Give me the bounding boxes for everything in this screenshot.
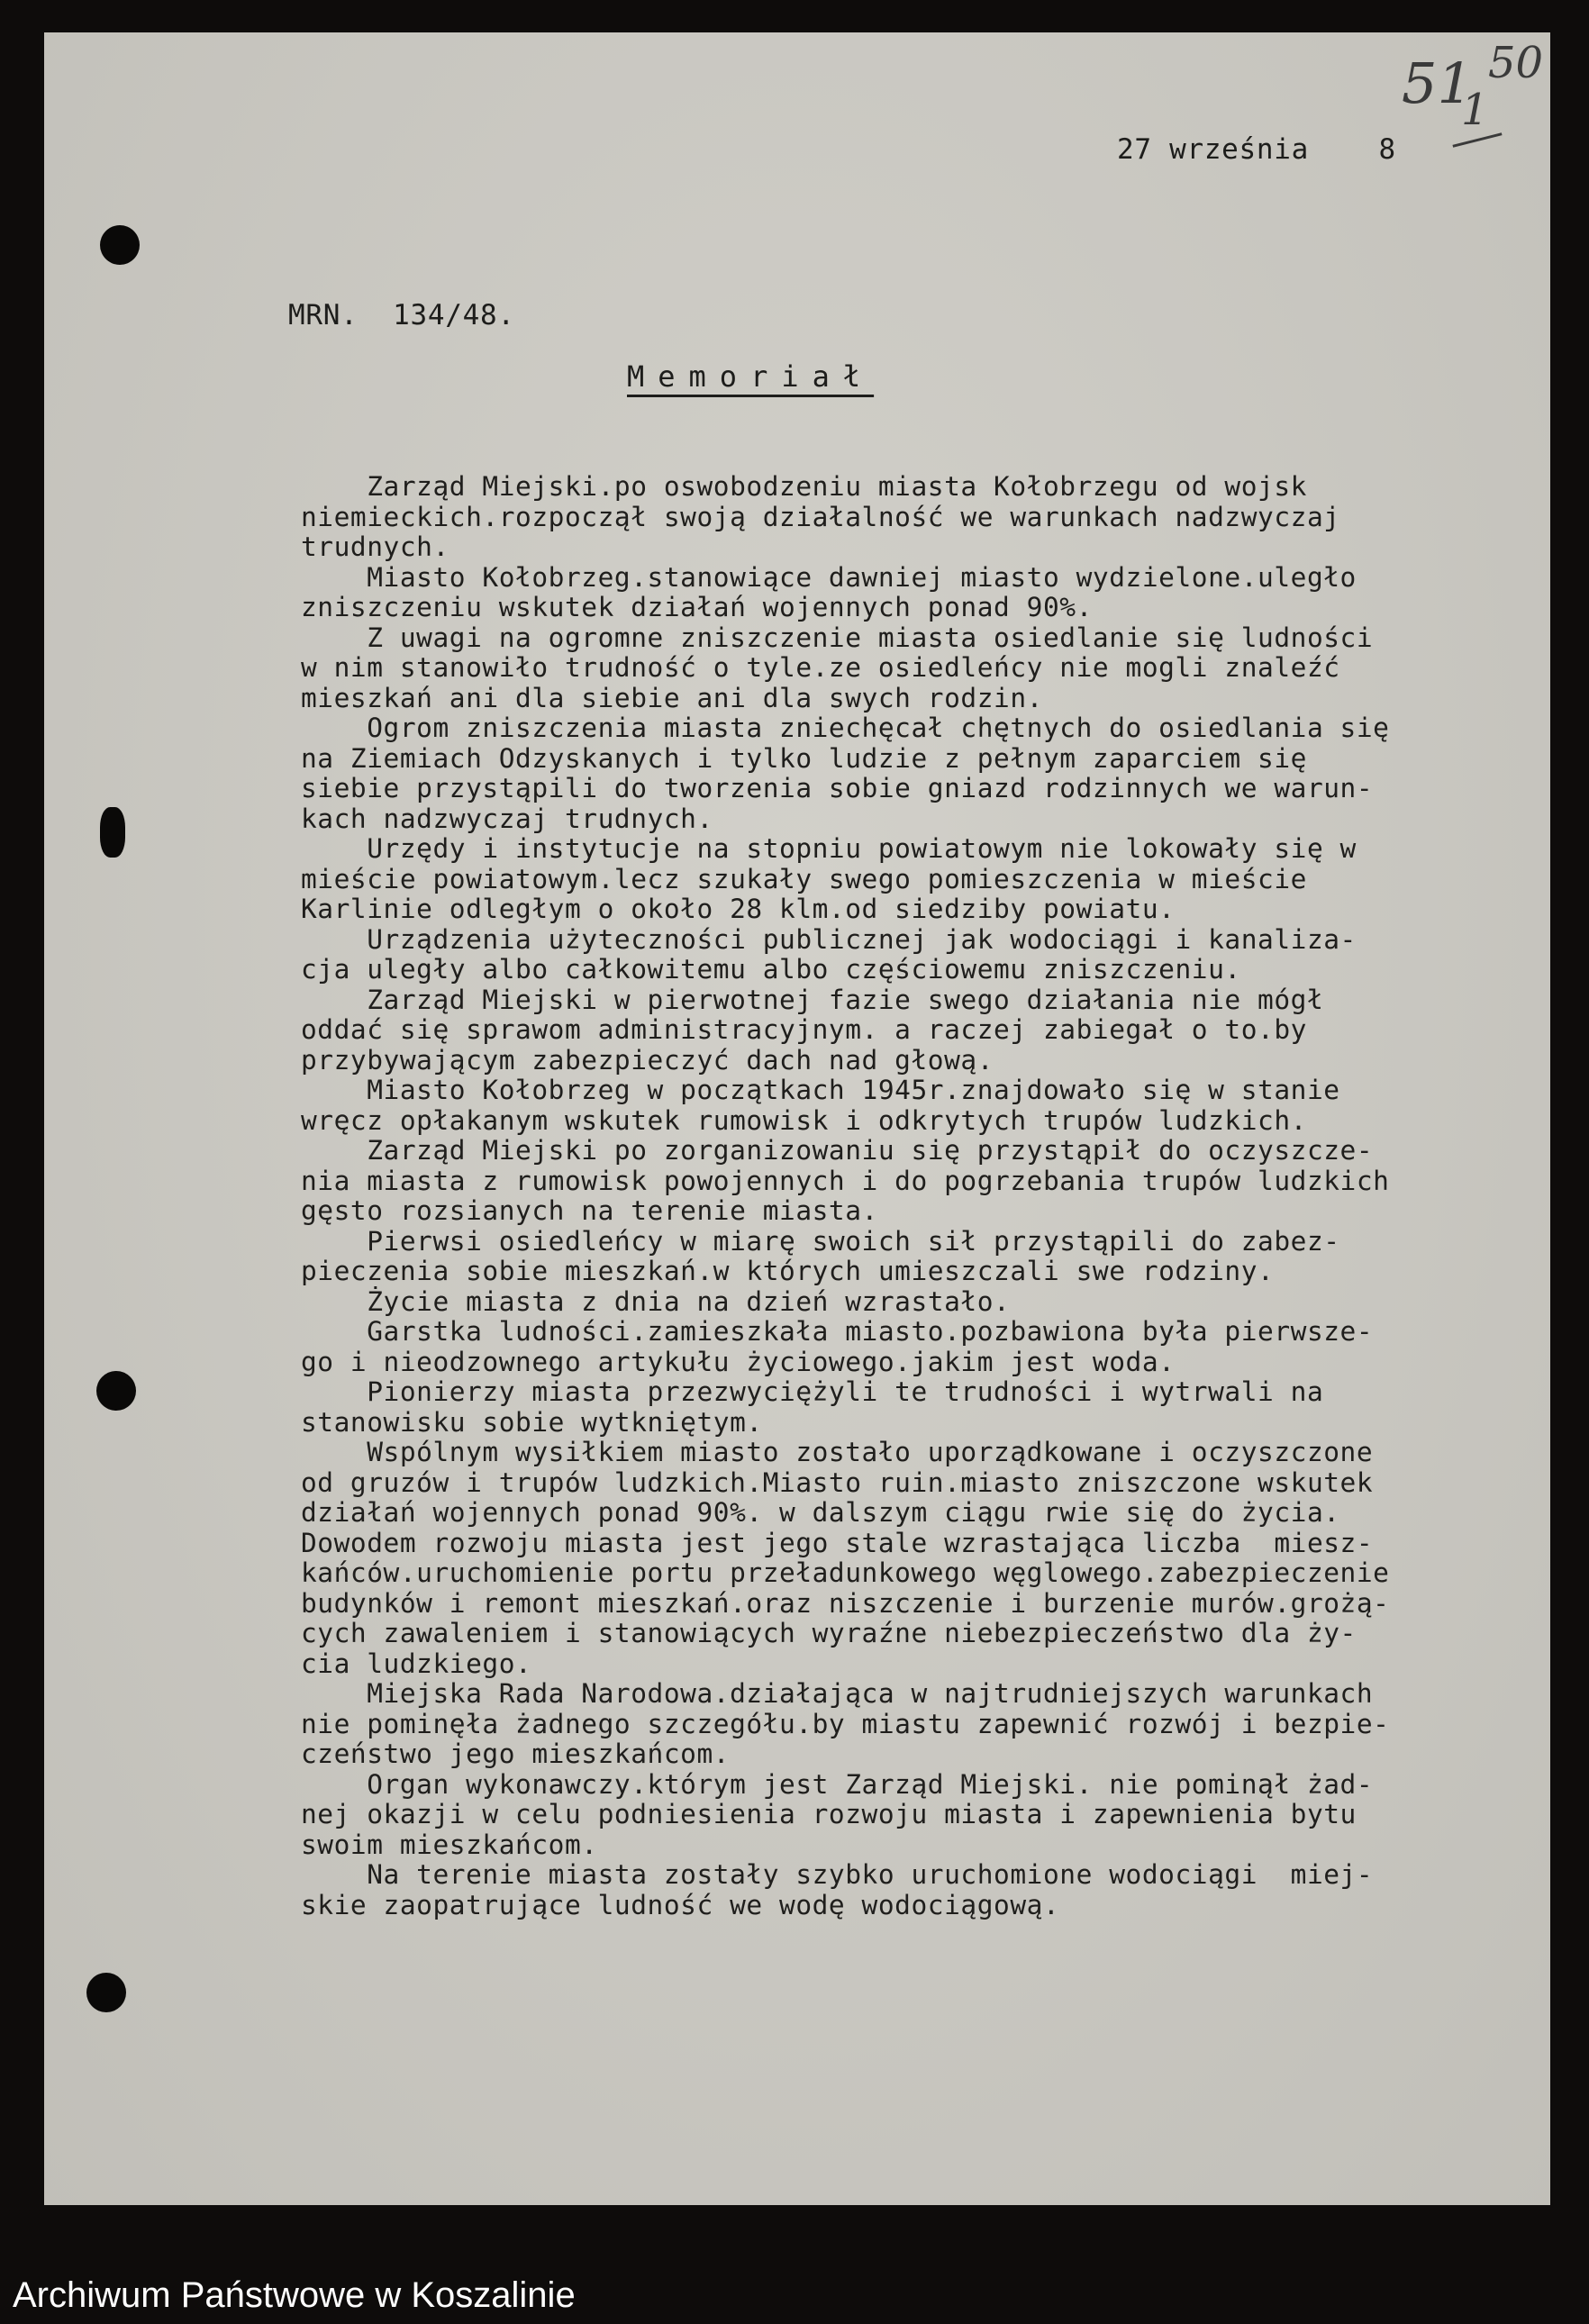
body-line: Ogrom zniszczenia miasta zniechęcał chętnych do osiedlania się: [301, 713, 1390, 743]
body-line: gęsto rozsianych na terenie miasta.: [301, 1195, 878, 1226]
body-line: mieszkań ani dla siebie ani dla swych rodzin.: [301, 682, 1043, 713]
body-line: skie zaopatrujące ludność we wodę wodociągową.: [301, 1889, 1060, 1920]
folio-number: 51: [1402, 50, 1473, 116]
document-title: Memoriał: [627, 359, 875, 394]
body-line: oddać się sprawom administracyjnym. a raczej zabiegał o to.by: [301, 1014, 1307, 1045]
body-line: budynków i remont mieszkań.oraz niszczenie i burzenie murów.grożą-: [301, 1587, 1390, 1619]
punch-hole-icon: [100, 807, 125, 858]
body-line: Zarząd Miejski po zorganizowaniu się przystąpił do oczyszcze-: [301, 1135, 1374, 1166]
folio-sub-number: 50: [1488, 38, 1544, 88]
body-line: kańców.uruchomienie portu przeładunkowego węglowego.zabezpieczenie: [301, 1557, 1390, 1588]
body-line: Miasto Kołobrzeg.stanowiące dawniej miasto wydzielone.uległo: [301, 561, 1357, 593]
body-line: cia ludzkiego.: [301, 1648, 532, 1679]
body-line: cja uległy albo całkowitemu albo częściowemu zniszczeniu.: [301, 954, 1241, 985]
body-line: nia miasta z rumowisk powojennych i do pogrzebania trupów ludzkich: [301, 1165, 1390, 1196]
body-line: siebie przystąpili do tworzenia sobie gniazd rodzinnych we warun-: [301, 773, 1374, 803]
body-line: Pierwsi osiedleńcy w miarę swoich sił przystąpili do zabez-: [301, 1225, 1340, 1257]
body-line: swoim mieszkańcom.: [301, 1829, 598, 1860]
document-body: [301, 472, 1544, 1920]
body-line: Pionierzy miasta przezwyciężyli te trudności i wytrwali na: [301, 1376, 1324, 1407]
body-line: Życie miasta z dnia na dzień wzrastało.: [301, 1285, 1011, 1317]
document-date: 27 września 8: [1117, 133, 1396, 166]
body-line: trudnych.: [301, 531, 449, 562]
body-line: wręcz opłakanym wskutek rumowisk i odkrytych trupów ludzkich.: [301, 1104, 1307, 1136]
punch-hole-icon: [86, 1973, 126, 2012]
body-line: Zarząd Miejski.po oswobodzeniu miasta Kołobrzegu od wojsk: [301, 471, 1307, 502]
archive-footer: [0, 2266, 1589, 2324]
body-line: go i nieodzownego artykułu życiowego.jakim jest woda.: [301, 1346, 1176, 1377]
body-line: od gruzów i trupów ludzkich.Miasto ruin.miasto zniszczone wskutek: [301, 1466, 1374, 1498]
body-line: zniszczeniu wskutek działań wojennych ponad 90%.: [301, 592, 1093, 622]
body-line: niemieckich.rozpoczął swoją działalność we warunkach nadzwyczaj: [301, 501, 1340, 532]
folio-mark: 1: [1461, 85, 1489, 135]
document-reference: MRN. 134/48.: [288, 299, 515, 331]
body-line: Na terenie miasta zostały szybko uruchomione wodociągi miej-: [301, 1859, 1374, 1890]
archive-name: Archiwum Państwowe w Koszalinie: [13, 2274, 576, 2315]
body-line: działań wojennych ponad 90%. w dalszym ciągu rwie się do życia.: [301, 1497, 1340, 1528]
body-line: czeństwo jego mieszkańcom.: [301, 1738, 731, 1769]
body-line: Zarząd Miejski w pierwotnej fazie swego działania nie mógł: [301, 984, 1324, 1015]
body-line: Urządzenia użyteczności publicznej jak wodociągi i kanaliza-: [301, 923, 1357, 955]
body-line: Garstka ludności.zamieszkała miasto.pozbawiona była pierwsze-: [301, 1316, 1374, 1347]
body-line: cych zawaleniem i stanowiących wyraźne niebezpieczeństwo dla ży-: [301, 1618, 1357, 1648]
punch-hole-icon: [100, 225, 140, 265]
body-line: w nim stanowiło trudność o tyle.ze osiedleńcy nie mogli znaleźć: [301, 652, 1340, 683]
body-line: przybywającym zabezpieczyć dach nad głową.: [301, 1044, 994, 1076]
body-line: stanowisku sobie wytkniętym.: [301, 1406, 763, 1438]
body-line: Urzędy i instytucje na stopniu powiatowym nie lokowały się w: [301, 833, 1357, 864]
body-line: nie pominęła żadnego szczegółu.by miastu zapewnić rozwój i bezpie-: [301, 1708, 1390, 1739]
body-line: Z uwagi na ogromne zniszczenie miasta osiedlanie się ludności: [301, 622, 1374, 653]
punch-hole-icon: [96, 1371, 136, 1411]
body-line: na Ziemiach Odzyskanych i tylko ludzie z pełnym zaparciem się: [301, 742, 1307, 774]
body-line: Wspólnym wysiłkiem miasto zostało uporządkowane i oczyszczone: [301, 1437, 1374, 1467]
body-line: kach nadzwyczaj trudnych.: [301, 803, 713, 834]
body-line: nej okazji w celu podniesienia rozwoju miasta i zapewnienia bytu: [301, 1799, 1357, 1829]
body-line: Karlinie odległym o około 28 klm.od siedziby powiatu.: [301, 894, 1176, 924]
body-line: Organ wykonawczy.którym jest Zarząd Miejski. nie pominął żad-: [301, 1768, 1374, 1800]
body-line: pieczenia sobie mieszkań.w których umieszczali swe rodziny.: [301, 1256, 1275, 1286]
body-line: Dowodem rozwoju miasta jest jego stale wzrastająca liczba miesz-: [301, 1527, 1374, 1558]
body-line: Miejska Rada Narodowa.działająca w najtrudniejszych warunkach: [301, 1678, 1374, 1709]
body-line: Miasto Kołobrzeg w początkach 1945r.znajdowało się w stanie: [301, 1075, 1340, 1105]
body-line: mieście powiatowym.lecz szukały swego pomieszczenia w mieście: [301, 863, 1307, 894]
